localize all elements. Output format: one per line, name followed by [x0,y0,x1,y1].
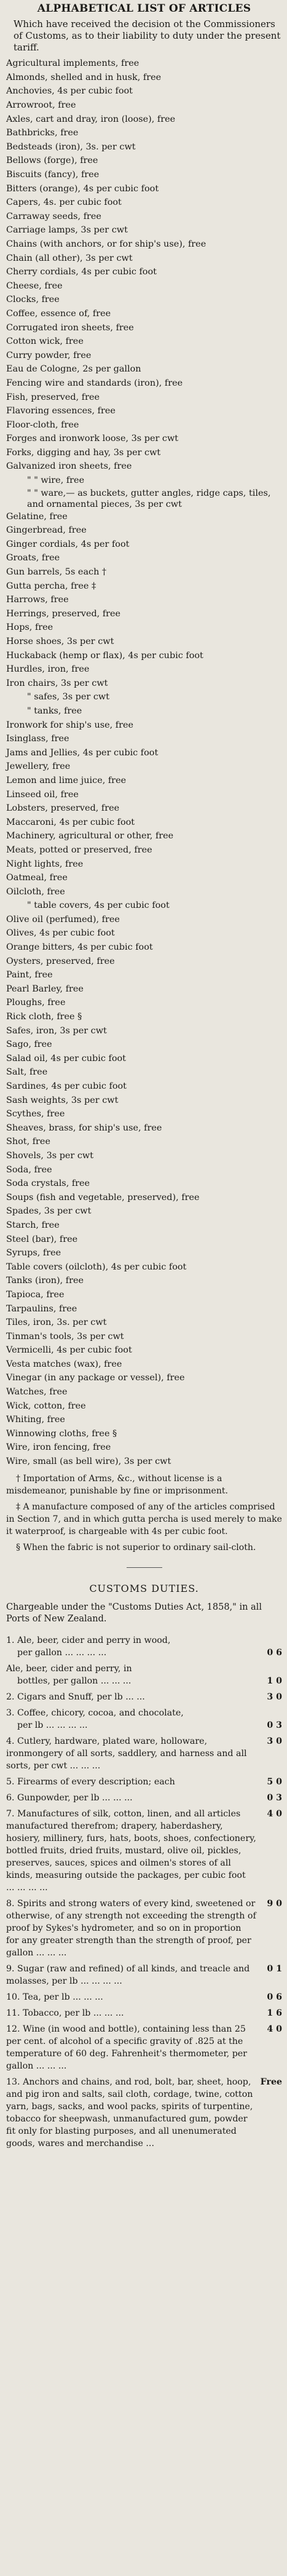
duty-text: Ale, beer, cider and perry, in [6,1663,132,1674]
duty-amount: 9 0 [267,1898,282,1909]
article-item: Meats, potted or preserved, free [6,845,152,855]
article-item: Eau de Cologne, 2s per gallon [6,364,141,375]
article-item: Herrings, preserved, free [6,608,121,619]
article-item: Arrowroot, free [6,100,76,111]
article-item: Flavoring essences, free [6,406,116,416]
duty-text: 6. Gunpowder, per lb ... ... ... [6,1792,133,1803]
article-item: Fencing wire and standards (iron), free [6,378,183,388]
duty-text: per gallon ... ... ... ... [17,1647,107,1658]
duty-amount: 0 6 [267,1647,282,1658]
duty-text: 12. Wine (in wood and bottle), containing less than 25 per cent. of alcohol of a specific gravity of .825 at the temperature of 60 deg. Fahrenheit's thermometer, per gallon ... ... ... [6,2024,247,2071]
article-item: Vesta matches (wax), free [6,1359,122,1369]
article-item: Soups (fish and vegetable, preserved), free [6,1192,200,1203]
article-item: " table covers, 4s per cubic foot [27,900,170,911]
article-item: Olives, 4s per cubic foot [6,928,115,939]
article-item: Harrows, free [6,595,69,605]
article-item: Syrups, free [6,1248,61,1258]
article-item: Cotton wick, free [6,336,84,347]
article-item: Linseed oil, free [6,789,79,800]
article-item: Pearl Barley, free [6,984,84,994]
duty-row [6,1663,282,1687]
footnote: § When the fabric is not superior to ordinary sail-cloth. [16,1542,256,1552]
duty-amount: 1 0 [267,1676,282,1686]
duty-amount: 4 0 [267,2024,282,2034]
article-item: Oysters, preserved, free [6,956,115,966]
article-item: Forks, digging and hay, 3s per cwt [6,447,161,458]
article-item: Ploughs, free [6,998,66,1008]
section-divider [127,1567,162,1568]
article-list [6,57,282,1468]
article-item: Oatmeal, free [6,873,68,883]
duty-line [6,1963,282,1987]
article-item: Agricultural implements, free [6,58,140,69]
article-item: Spades, 3s per cwt [6,1206,92,1217]
article-item: Machinery, agricultural or other, free [6,831,174,841]
article-item: Ironwork for ship's use, free [6,720,134,730]
article-item: Sardines, 4s per cubic foot [6,1081,127,1091]
article-item: Curry powder, free [6,350,92,360]
duty-line [6,1776,282,1788]
duty-amount: 3 0 [267,1736,282,1746]
duty-text: 8. Spirits and strong waters of every kind, sweetened or otherwise, of any strength not exceeding the strength of proof by Sykes's hydrometer, and so on in proportion for any greater strength than the strength of proof, per gallon ... ... ... [6,1898,256,1958]
duty-row [6,1634,282,1659]
article-item: Gutta percha, free ‡ [6,581,96,591]
article-item: Night lights, free [6,859,84,869]
duty-line [6,2076,282,2150]
article-item: " tanks, free [27,706,82,716]
duty-text: 7. Manufactures of silk, cotton, linen, and all articles manufactured therefrom; drapery, haberdashery, hosiery, millinery, furs, hats, boots, shoes, confectionery, bottled fruits, dried fruits, mustard, olive oil, pickles, preserves, sauces, spices and oilmen's stores of all kinds, measuring outside the packages, per cubic foot ... ... ... ... [6,1808,256,1893]
article-item: Lobsters, preserved, free [6,803,120,814]
article-item: Iron chairs, 3s per cwt [6,678,108,688]
article-item: Tapioca, free [6,1289,65,1300]
duty-line [6,1898,282,1959]
article-item: Wire, small (as bell wire), 3s per cwt [6,1457,171,1467]
article-item: Horse shoes, 3s per cwt [6,637,114,646]
duty-line [17,1719,282,1731]
duty-line [6,1792,282,1804]
article-item: Salad oil, 4s per cubic foot [6,1053,126,1063]
footnote: ‡ A manufacture composed of any of the articles comprised in Section 7, and in which gutta percha is used merely to make it waterproof, is chargeable with 4s per cubic foot. [6,1501,282,1536]
footnotes [6,1473,282,1554]
article-item: Cherry cordials, 4s per cubic foot [6,267,157,277]
duty-row [6,1776,282,1788]
article-item: Carriage lamps, 3s per cwt [6,225,128,236]
article-item: Whiting, free [6,1415,65,1425]
article-item: Bitters (orange), 4s per cubic foot [6,183,159,194]
duty-amount: 0 1 [267,1963,282,1974]
article-item: Orange bitters, 4s per cubic foot [6,942,153,953]
duty-row [6,2007,282,2019]
article-item: Jewellery, free [6,761,71,772]
duty-line [6,2023,282,2072]
duty-text: 10. Tea, per lb ... ... ... [6,1992,103,2002]
duty-line [6,1991,282,2003]
duty-amount: 0 3 [267,1792,282,1803]
article-item: Sheaves, brass, for ship's use, free [6,1123,162,1133]
article-item: Watches, free [6,1387,68,1397]
article-item: Floor-cloth, free [6,419,79,430]
duty-text: bottles, per gallon ... ... ... [17,1676,132,1686]
article-item: Fish, preserved, free [6,392,100,402]
duty-text: 5. Firearms of every description; each [6,1776,175,1787]
article-item: Soda, free [6,1164,52,1175]
article-item: Groats, free [6,553,60,563]
article-item: Safes, iron, 3s per cwt [6,1025,107,1036]
article-item: Hurdles, iron, free [6,664,90,675]
list-intro: Which have received the decision ot the Commissioners of Customs, as to their liability to duty under the present tariff. [14,18,281,53]
article-item: Jams and Jellies, 4s per cubic foot [6,747,159,758]
duty-text: 13. Anchors and chains, and rod, bolt, bar, sheet, hoop, and pig iron and salts, sail cloth, cordage, twine, cotton yarn, bags, sacks, and wool packs, spirits of turpentine, tobacco for sheepwash, unmanufactured gum, powder fit only for blasting purposes, and all unenumerated goods, wares and merchandise ... [6,2077,253,2149]
article-item: Vermicelli, 4s per cubic foot [6,1345,132,1356]
duty-text: 1. Ale, beer, cider and perry in wood, [6,1635,171,1645]
article-item: Capers, 4s. per cubic foot [6,197,122,208]
article-item: Lemon and lime juice, free [6,775,127,785]
article-item: Shot, free [6,1137,50,1147]
duty-text: 11. Tobacco, per lb ... ... ... [6,2008,124,2018]
duty-amount: Free [260,2077,282,2087]
footnote: † Importation of Arms, &c., without license is a misdemeanor, punishable by fine or imprisonment. [6,1473,228,1496]
article-item: Vinegar (in any package or vessel), free [6,1373,185,1383]
duty-row [6,2076,282,2150]
article-item: Carraway seeds, free [6,211,101,221]
article-item: Table covers (oilcloth), 4s per cubic foot [6,1262,187,1272]
duty-amount: 3 0 [267,1691,282,1702]
duty-line [17,1647,282,1659]
article-item: " " ware,— as buckets, gutter angles, ridge caps, tiles, and ornamental pieces, 3s per cwt [27,488,271,509]
duty-text: 2. Cigars and Snuff, per lb ... ... [6,1691,145,1702]
article-item: Tarpaulins, free [6,1303,77,1314]
duty-row [6,1963,282,1987]
article-item: Clocks, free [6,295,60,305]
article-item: Biscuits (fancy), free [6,170,100,180]
duty-amount: 1 6 [267,2008,282,2018]
article-item: Almonds, shelled and in husk, free [6,72,162,82]
duty-row [6,1808,282,1894]
duty-line [6,1808,282,1894]
article-item: Bedsteads (iron), 3s. per cwt [6,141,136,152]
article-item: " " wire, free [27,475,85,486]
article-item: Wire, iron fencing, free [6,1442,111,1453]
article-item: Soda crystals, free [6,1179,90,1189]
article-item: Bathbricks, free [6,128,79,138]
article-item: Axles, cart and dray, iron (loose), free [6,114,176,124]
article-item: Tinman's tools, 3s per cwt [6,1331,124,1342]
article-item: Cheese, free [6,280,63,291]
duty-row [6,2023,282,2072]
article-item: Starch, free [6,1220,60,1230]
article-item: Steel (bar), free [6,1234,78,1244]
duty-row [6,1691,282,1703]
duty-row [6,1898,282,1959]
duty-text: 3. Coffee, chicory, cocoa, and chocolate, [6,1707,184,1718]
article-item: Corrugated iron sheets, free [6,322,134,333]
duty-line [6,1735,282,1772]
article-item: Tiles, iron, 3s. per cwt [6,1318,107,1328]
duty-text: 4. Cutlery, hardware, plated ware, holloware, ironmongery of all sorts, saddlery, and harness and all sorts, per cwt ... ... ... [6,1736,247,1771]
duty-amount: 5 0 [267,1776,282,1787]
duty-line [6,1707,282,1719]
article-item: Tanks (iron), free [6,1276,84,1286]
duties-title: CUSTOMS DUTIES. [89,1582,199,1594]
duty-row [6,1991,282,2003]
article-item: " safes, 3s per cwt [27,692,109,702]
duty-amount: 4 0 [267,1808,282,1819]
article-item: Huckaback (hemp or flax), 4s per cubic foot [6,650,203,661]
duty-line [6,1691,282,1703]
article-item: Chain (all other), 3s per cwt [6,253,133,263]
article-item: Maccaroni, 4s per cubic foot [6,817,135,827]
article-item: Gingerbread, free [6,525,87,536]
article-item: Shovels, 3s per cwt [6,1150,94,1161]
article-item: Scythes, free [6,1109,65,1119]
article-item: Coffee, essence of, free [6,308,111,319]
duty-row [6,1792,282,1804]
article-item: Sash weights, 3s per cwt [6,1095,119,1105]
article-item: Paint, free [6,970,53,980]
article-item: Winnowing cloths, free § [6,1428,117,1439]
article-item: Chains (with anchors, or for ship's use), free [6,239,206,249]
article-item: Gelatine, free [6,511,68,522]
duty-row [6,1735,282,1772]
article-item: Oilcloth, free [6,886,65,897]
duty-line [17,1675,282,1687]
article-item: Salt, free [6,1067,48,1078]
duty-amount: 0 3 [267,1720,282,1730]
article-item: Hops, free [6,622,53,633]
article-item: Galvanized iron sheets, free [6,461,132,472]
duty-line [6,1663,282,1675]
article-item: Olive oil (perfumed), free [6,914,120,924]
duties-list [6,1634,282,2150]
duty-line [6,2007,282,2019]
article-item: Ginger cordials, 4s per foot [6,539,130,549]
duty-amount: 0 6 [267,1992,282,2002]
article-item: Forges and ironwork loose, 3s per cwt [6,434,179,444]
article-item: Wick, cotton, free [6,1401,86,1411]
duty-text: per lb ... ... ... ... [17,1720,88,1730]
duty-text: 9. Sugar (raw and refined) of all kinds, and treacle and molasses, per lb ... ... ... ... [6,1963,250,1986]
article-item: Sago, free [6,1040,52,1050]
article-item: Rick cloth, free § [6,1012,82,1022]
article-item: Isinglass, free [6,734,69,744]
duty-line [6,1634,282,1647]
article-item: Bellows (forge), free [6,156,98,166]
duty-row [6,1707,282,1731]
duties-chargeable-note: Chargeable under the "Customs Duties Act, 1858," in all Ports of New Zealand. [6,1602,262,1624]
article-item: Anchovies, 4s per cubic foot [6,86,133,97]
article-item: Gun barrels, 5s each † [6,567,107,578]
list-title: ALPHABETICAL LIST OF ARTICLES [37,2,251,15]
